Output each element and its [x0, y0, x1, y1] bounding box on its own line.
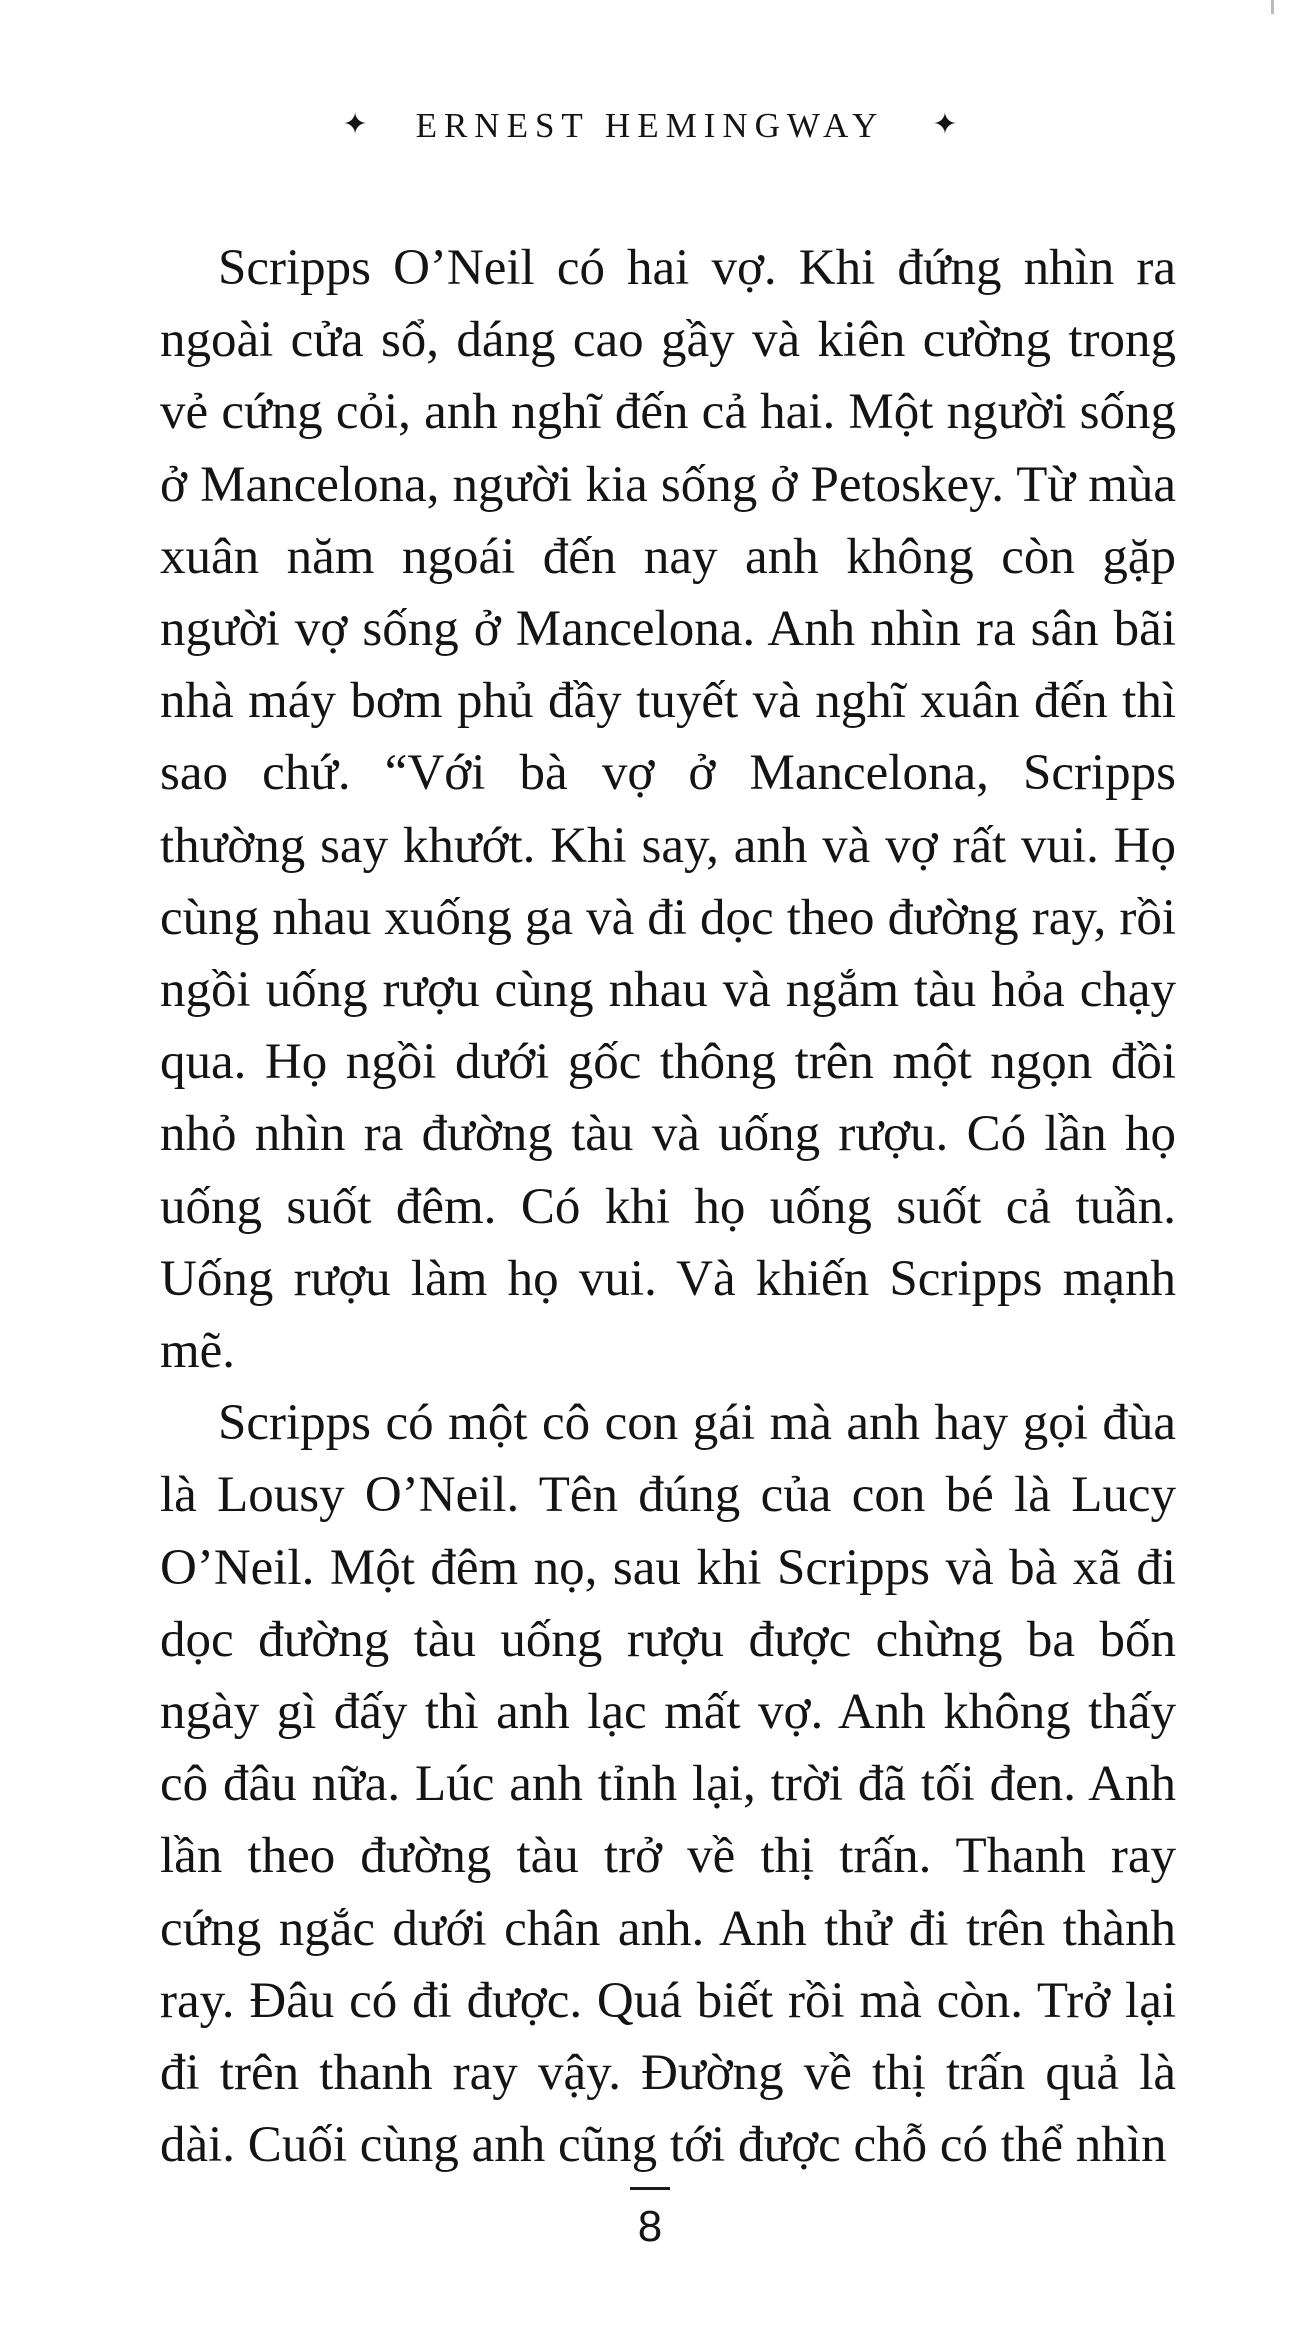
body-text — [160, 232, 1176, 2181]
paragraph-2: Scripps có một cô con gái mà anh hay gọi đùa là Lousy O’Neil. Tên đúng của con bé là Lucy O’Neil. Một đêm nọ, sau khi Scripps và bà xã đi dọc đường tàu uống rượu được chừng ba bốn ngày gì đấy thì anh lạc mất vợ. Anh không thấy cô đâu nữa. Lúc anh tỉnh lại, trời đã tối đen. Anh lần theo đường tàu trở về thị trấn. Thanh ray cứng ngắc dưới chân anh. Anh thử đi trên thành ray. Đâu có đi được. Quá biết rồi mà còn. Trở lại đi trên thanh ray vậy. Đường về thị trấn quả là dài. Cuối cùng anh cũng tới được chỗ có thể nhìn — [160, 1395, 1176, 2174]
running-header — [0, 106, 1300, 146]
footer-rule — [630, 2187, 670, 2190]
author-name: ERNEST HEMINGWAY — [415, 106, 885, 145]
page-edge-mark — [1271, 0, 1274, 14]
page-number: 8 — [637, 2202, 663, 2251]
ornament-left-icon: ✦ — [342, 108, 368, 141]
ornament-right-icon: ✦ — [932, 108, 958, 141]
paragraph-1: Scripps O’Neil có hai vợ. Khi đứng nhìn ra ngoài cửa sổ, dáng cao gầy và kiên cường trong vẻ cứng cỏi, anh nghĩ đến cả hai. Một người sống ở Mancelona, người kia sống ở Petoskey. Từ mùa xuân năm ngoái đến nay anh không còn gặp người vợ sống ở Mancelona. Anh nhìn ra sân bãi nhà máy bơm phủ đầy tuyết và nghĩ xuân đến thì sao chứ. “Với bà vợ ở Mancelona, Scripps thường say khướt. Khi say, anh và vợ rất vui. Họ cùng nhau xuống ga và đi dọc theo đường ray, rồi ngồi uống rượu cùng nhau và ngắm tàu hỏa chạy qua. Họ ngồi dưới gốc thông trên một ngọn đồi nhỏ nhìn ra đường tàu và uống rượu. Có lần họ uống suốt đêm. Có khi họ uống suốt cả tuần. Uống rượu làm họ vui. Và khiến Scripps mạnh mẽ. — [160, 240, 1176, 1380]
